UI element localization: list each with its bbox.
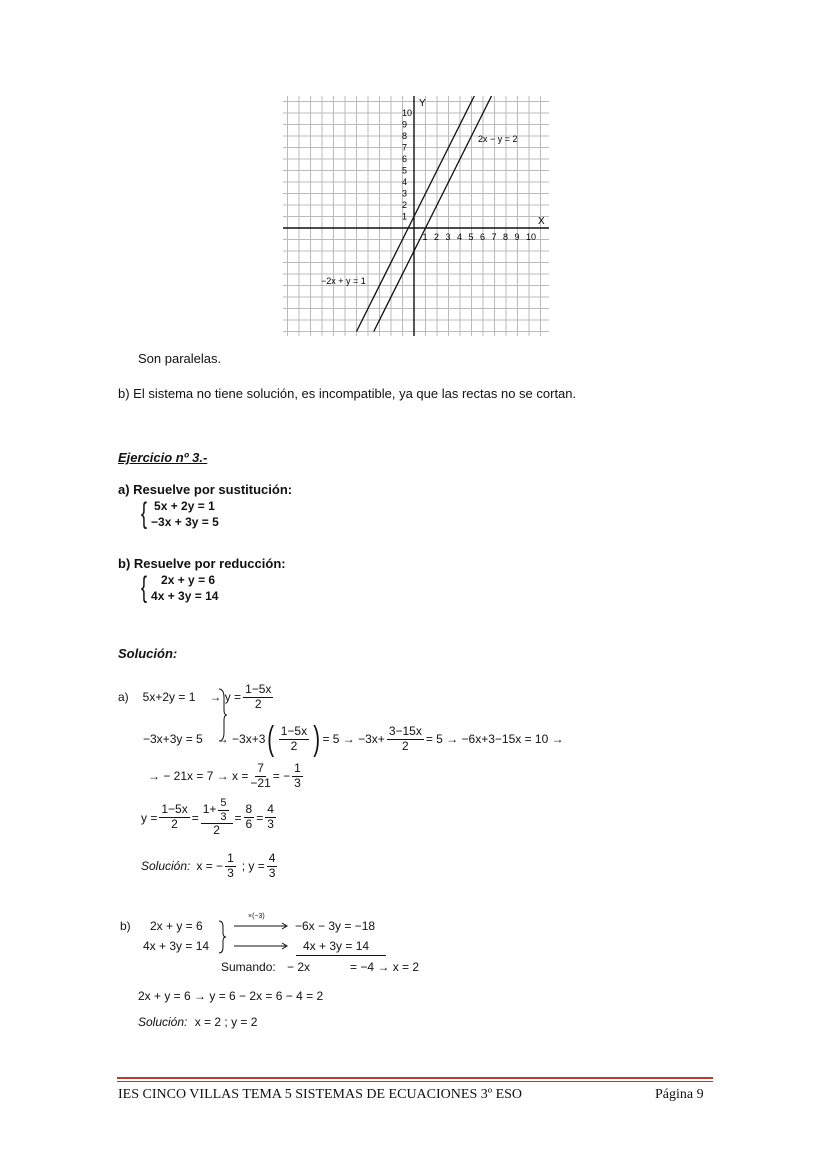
sol-b-sum-left: − 2x [287, 960, 311, 974]
x-tick-label: 4 [457, 232, 463, 242]
x-tick-label: 6 [480, 232, 486, 242]
sol-a-y-pre: y = [141, 810, 158, 825]
footer-rule-thin [117, 1081, 713, 1082]
frac-3: $\frac{3-15x}{2}$ [388, 723, 422, 753]
frac-7: 1+ $\frac{5}{3}$ 2 [201, 797, 233, 838]
sol-a-line2: −3x+3y = 5 → −3x+3 ( $\frac{1-5x}{2}$ ) = 5 → −3x+ $\frac{3-15x}{2}$ = 5 → −6x+3−15x = 10 → [143, 720, 564, 758]
sol-a-line4 [141, 797, 278, 838]
footer-left: IES CINCO VILLAS TEMA 5 SISTEMAS DE ECUACIONES 3º ESO [118, 1087, 523, 1102]
sol-b-sum-label: Sumando: [221, 960, 276, 974]
frac-4: $\frac{7}{-21}$ [250, 761, 271, 790]
x-tick-label: 10 [526, 232, 537, 242]
frac-2: $\frac{1-5x}{2}$ [280, 723, 308, 753]
line2-label: −2x + y = 1 [321, 276, 366, 286]
sol-b-mult: ×(−3) [248, 913, 265, 920]
y-tick-label: 9 [402, 119, 408, 130]
sol-b-sum-right: = −4 → x = 2 [350, 960, 420, 974]
footer-rule [117, 1077, 713, 1079]
sol-b-arrows [234, 922, 290, 952]
sol-b-label: b) [120, 919, 131, 933]
x-tick-label: 8 [503, 232, 509, 242]
exercise-b-system: { 2x + y = 6 4x + 3y = 14 [141, 571, 219, 604]
x-axis-label: X [538, 216, 545, 227]
frac-5: $\frac{1}{3}$ [294, 761, 301, 790]
exercise-a-system: { 5x + 2y = 1 −3x + 3y = 5 [141, 497, 219, 530]
sol-a-line3 [148, 762, 305, 791]
exercise-a-eq2: −3x + 3y = 5 [151, 515, 219, 529]
exercise-b-label: b) Resuelve por reducción: [118, 556, 286, 571]
sol-a-step2-pre: → −3x+3 [216, 732, 266, 746]
b-answer: b) El sistema no tiene solución, es incompatible, ya que las rectas no se cortan. [118, 386, 577, 401]
sol-b-result-label: Solución: [138, 1015, 188, 1029]
sol-a-step2-end: = 5 → −6x+3−15x = 10 → [425, 732, 564, 746]
sol-b-eq1: 2x + y = 6 [150, 919, 203, 933]
sol-b-result [138, 1015, 257, 1029]
line1-label: 2x − y = 2 [478, 134, 518, 144]
exercise-title: Ejercicio nº 3.- [118, 450, 208, 465]
x-tick-label: 3 [445, 232, 451, 242]
x-tick-label: 7 [491, 232, 497, 242]
eq-sign-1: = [191, 810, 199, 825]
eq-sign-2: = [234, 810, 242, 825]
y-tick-label: 1 [402, 211, 408, 222]
sol-a-result-label: Solución: [141, 859, 191, 874]
graph [283, 96, 549, 336]
x-tick-label: 1 [422, 232, 428, 242]
y-tick-label: 3 [402, 188, 408, 199]
sol-b-brace [218, 920, 228, 954]
frac-11: $\frac{4}{3}$ [268, 851, 276, 880]
sol-a-step2-mid: = 5 → −3x+ [322, 732, 385, 746]
x-tick-label: 5 [468, 232, 474, 242]
exercise-a-label: a) Resuelve por sustitución: [118, 482, 293, 497]
frac-10: $\frac{1}{3}$ [227, 851, 234, 880]
exercise-b-eq1: 2x + y = 6 [161, 573, 216, 587]
sol-a-label: a) [118, 690, 129, 705]
sol-a-result-sep: ; y = [241, 859, 265, 874]
sol-a-eq2: −3x+3y = 5 [143, 732, 203, 746]
parallel-text: Son paralelas. [138, 351, 222, 366]
x-tick-label: 9 [514, 232, 520, 242]
sol-a-line1 [118, 683, 275, 712]
y-tick-label: 7 [402, 142, 408, 153]
y-tick-label: 6 [402, 154, 408, 164]
frac-6: $\frac{1-5x}{2}$ [161, 802, 188, 832]
eq-sign-3: = [256, 810, 264, 825]
line-neg2x-plus-y-eq-1 [357, 96, 475, 332]
frac-9: $\frac{4}{3}$ [267, 802, 274, 832]
frac-8: $\frac{8}{6}$ [245, 802, 253, 832]
sol-b-result-val: x = 2 ; y = 2 [194, 1015, 258, 1029]
y-tick-label: 4 [402, 177, 408, 187]
sol-b-r1: −6x − 3y = −18 [295, 919, 376, 933]
sol-a-step3-pre: → − 21x = 7 → x = [148, 769, 249, 784]
sol-a-arrow-y: → y = [209, 690, 242, 705]
sol-a-result-x: x = − [196, 859, 224, 874]
exercise-a-eq1: 5x + 2y = 1 [154, 499, 215, 513]
solution-title: Solución: [118, 646, 178, 661]
footer-page: Página 9 [655, 1087, 704, 1102]
y-tick-label: 2 [402, 200, 408, 210]
y-tick-label: 10 [402, 108, 413, 118]
sol-a-eq1: 5x+2y = 1 [142, 690, 196, 705]
sol-a-step3-mid: = − [272, 769, 291, 784]
sol-b-eq2: 4x + 3y = 14 [143, 939, 210, 953]
sol-a-result [141, 852, 279, 881]
sol-b-line-y: 2x + y = 6 → y = 6 − 2x = 6 − 4 = 2 [138, 989, 324, 1003]
y-axis-label: Y [419, 98, 426, 109]
y-tick-label: 5 [402, 165, 408, 176]
frac-1: $\frac{1-5x}{2}$ [245, 682, 272, 711]
x-tick-label: 2 [434, 232, 440, 242]
exercise-b-eq2: 4x + 3y = 14 [151, 589, 219, 603]
sol-b-sum-line [296, 955, 386, 956]
sol-b-r2: 4x + 3y = 14 [303, 939, 370, 953]
y-tick-label: 8 [402, 131, 408, 141]
